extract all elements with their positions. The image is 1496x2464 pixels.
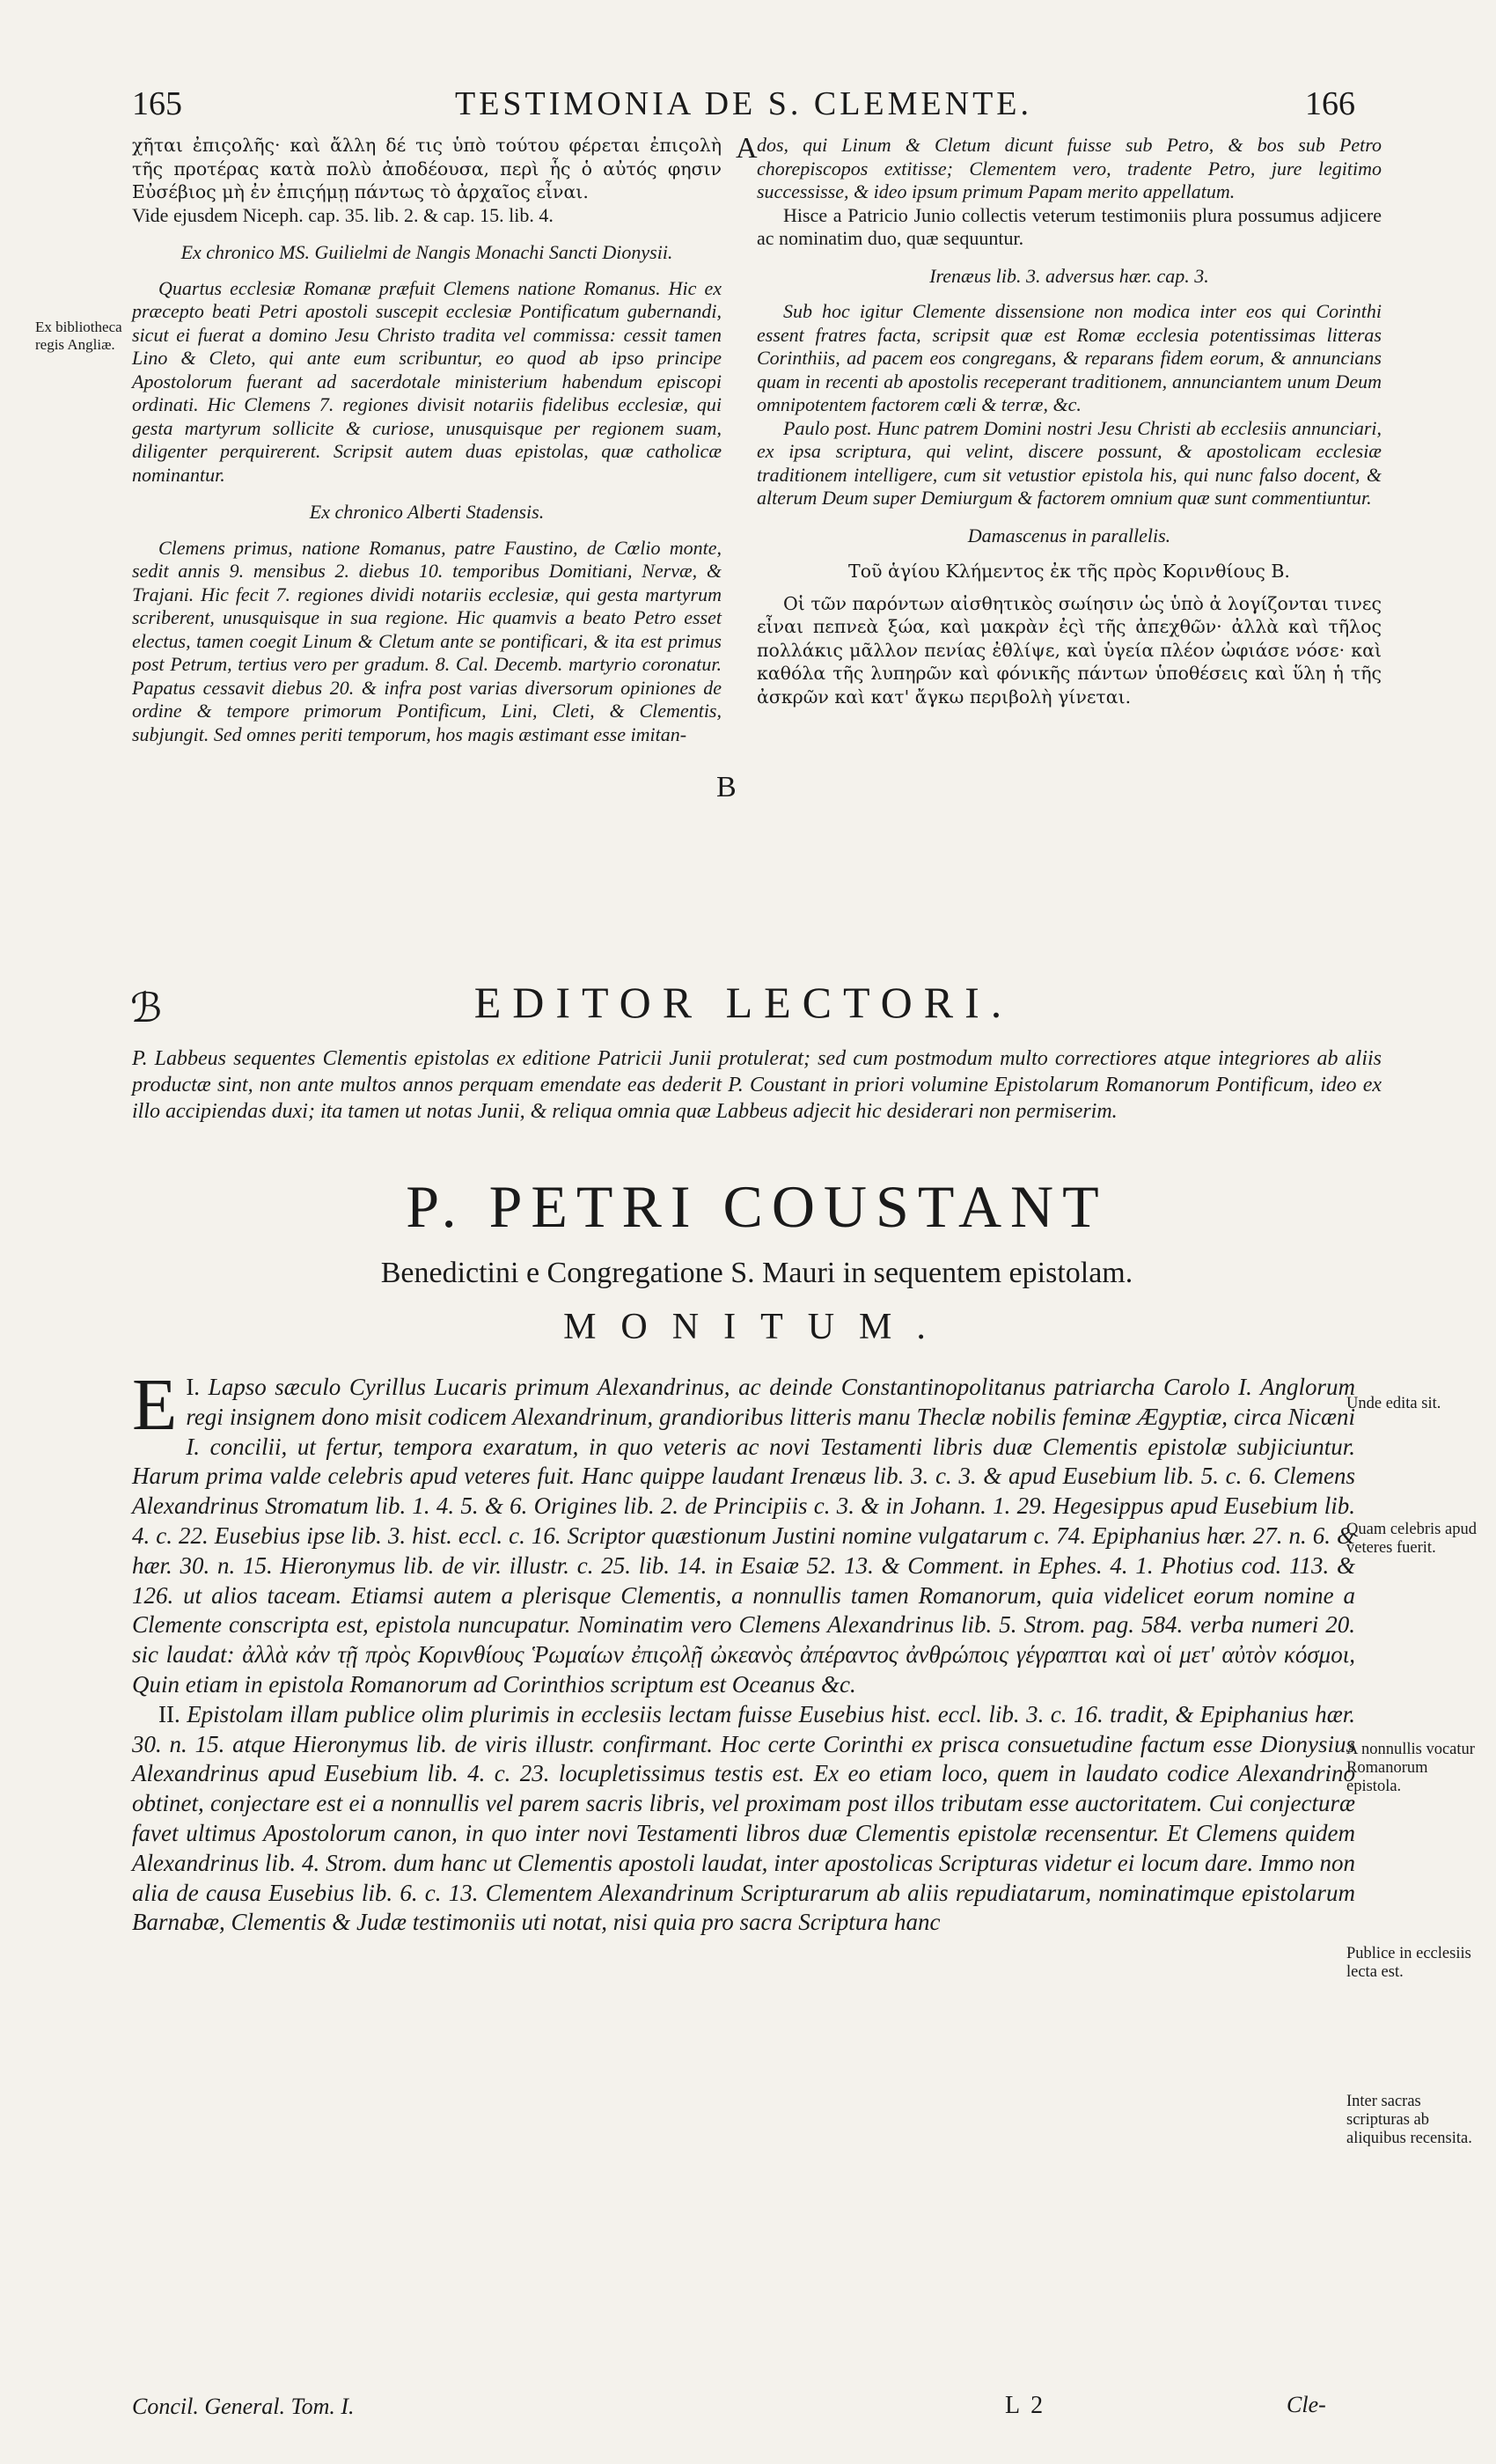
body-paragraph: Hisce a Patricio Junio collectis veterum testimoniis plura possumus adjicere ac nominatim duo, quæ sequuntur. bbox=[757, 203, 1382, 249]
greek-quote: Οἱ τῶν παρόντων αἰσθητικὸς σωίησιν ὡς ὑπὸ ἀ λογίζονται τινες εἶναι πεπνεὰ ξώα, καὶ μακρὰν ἐςὶ τῆς ἀπεχθῶν· ἀλλὰ καὶ τῆλος πολλάκις μᾶλλον πενίας ἐθλίψε, καὶ ὑγεία πλέον ὠφιάσε νόσε· καὶ καθόλα τῆς λυπηρῶν καὶ φόνικῆς πάντων ὑποθέσεις καὶ ὕλη ἡ τῆς ἀσκρῶν καὶ κατ' ἄγκω περιβολὴ γίνεται. bbox=[757, 592, 1382, 708]
page-number-right: 166 bbox=[1305, 85, 1355, 122]
paragraph-text: Epistolam illam publice olim plurimis in ecclesiis lectam fuisse Eusebius hist. eccl. lib. 3. c. 16. tradit, & Epiphanius hær. 30. n. 15. atque Hieronymus lib. de viris illustr. confirmant. Hoc certe Corinthi ex prisca consuetudine factum esse Dionysius Alexandrinus apud Eusebium lib. 4. c. 23. locupletissimus testis est. Ex eo etiam loco, quem in laudato codice Alexandrino obtinet, conjectare est ei a nonnullis vel parem sacris libris, vel proximam post illos tributam esse auctoritatem. Cui conjecturæ favet ultimus Apostolorum canon, in quo inter novi Testamenti libros duæ Clementis epistolæ recensentur. Et Clemens quidem Alexandrinus lib. 4. Strom. dum hanc ut Clementis apostoli laudat, inter apostolicas Scripturas videtur ei locum dare. Immo non alia de causa Eusebius lib. 6. c. 13. Clementem Alexandrinum Scripturarum ab aliis repudiatarum, nominatimque epistolarum Barnabæ, Clementis & Judæ testimoniis uti notat, nisi quia pro sacra Scriptura hanc bbox=[132, 1700, 1356, 1936]
catchword: Cle- bbox=[1287, 2392, 1326, 2417]
margin-note: Unde edita sit. bbox=[1346, 1395, 1441, 1412]
left-margin-note: Ex bibliotheca regis Angliæ. bbox=[35, 319, 122, 353]
source-heading: Irenæus lib. 3. adversus hær. cap. 3. bbox=[929, 264, 1209, 287]
margin-note: Inter sacras scripturas ab aliquibus recensita. bbox=[1346, 2093, 1472, 2147]
quote-paragraph: Paulo post. Hunc patrem Domini nostri Jesu Christi ab ecclesiis annunciari, ex ipsa scriptura, qui velint, discere possunt, & apostolicam ecclesiæ traditionem intelligere, cum sit vetustior epistola his, qui nunc falso docent, & alterum Deum super Demiurgum & factorem omnium quæ sunt commentiuntur. bbox=[757, 416, 1382, 509]
paragraph-one bbox=[132, 1364, 1355, 1700]
greek-heading: Τοῦ ἁγίου Κλήμεντος ἐκ τῆς πρὸς Κορινθίους Β. bbox=[848, 561, 1290, 582]
chronicle-paragraph: Quartus ecclesiæ Romanæ præfuit Clemens natione Romanus. Hic ex præcepto beati Petri apostoli suscepit ecclesiæ Pontificatum gubernandi, sicut ei fuerat a domino Jesu Christo tradita vel commissa: cessit tamen Lino & Cleto, qui ante eum scribuntur, eo quod ab ipso principe Apostolorum fuerant ad sacerdotale ministerium habendum episcopi ordinati. Hic Clemens 7. regiones divisit notariis fidelibus ecclesiæ, qui gesta martyrum sollicite & curiose, unusquisque per regionem suam, diligenter perquirerent. Scripsit autem duas epistolas, quæ catholicæ nominantur. bbox=[132, 276, 722, 486]
running-header bbox=[132, 84, 1355, 128]
greek-quote-top: χῆται ἐπιςολῆς· καὶ ἄλλη δέ τις ὑπὸ τούτου φέρεται ἐπιςολὴ τῆς προτέρας κατὰ πολὺ ἀποδέουσα, περὶ ἧς ὁ αὐτός φησιν Εὐσέβιος μὴ ἐν ἐπιςήμῃ πάντως τὸ ἀρχαῖος εἶναι. bbox=[132, 135, 722, 202]
source-heading: Ex chronico MS. Guilielmi de Nangis Monachi Sancti Dionysii. bbox=[180, 241, 673, 263]
paragraph-number: I. bbox=[186, 1374, 201, 1400]
paragraph-number: II. bbox=[158, 1700, 180, 1727]
cross-reference: Vide ejusdem Niceph. cap. 35. lib. 2. & cap. 15. lib. 4. bbox=[132, 203, 554, 226]
right-column bbox=[757, 134, 1382, 708]
author-title: P. PETRI COUSTANT bbox=[406, 1173, 1108, 1240]
margin-note: Publice in ecclesiis lecta est. bbox=[1346, 1945, 1471, 1981]
page-number-left: 165 bbox=[132, 85, 182, 122]
paragraph-text: Lapso sæculo Cyrillus Lucaris primum Alexandrinus, ac deinde Constantinopolitanus patriarcha Carolo I. Anglorum regi insignem dono misit codicem Alexandrinum, grandioribus litteris manu Theclæ nobilis feminæ Ægyptiæ, circa Nicæni I. concilii, ut fertur, tempora exaratum, in quo veteris ac novi Testamenti libris duæ Clementis epistolæ subjiciuntur. Harum prima valde celebris apud veteres fuit. Hanc quippe laudant Irenæus lib. 3. c. 3. & apud Eusebium lib. 5. c. 6. Clemens Alexandrinus Stromatum lib. 1. 4. 5. & 6. Origines lib. 2. de Principiis c. 3. & in Johann. 1. 29. Hegesippus apud Eusebium lib. 4. c. 22. Eusebius ipse lib. 3. hist. eccl. c. 16. Scriptor quæstionum Justini nomine vulgatarum c. 74. Epiphanius hær. 27. n. 6. & hær. 30. n. 15. Hieronymus lib. de vir. illustr. c. 25. lib. 14. in Esaiæ 52. 13. & Comment. in Ephes. 4. 1. Photius cod. 113. & 126. ut alios taceam. Etiamsi autem a plerisque Clementis, a nonnullis tamen Romanorum, quia videlicet eorum nomine a Clemente conscripta est, epistola nuncupatur. Nominatim vero Clemens Alexandrinus lib. 5. Strom. pag. 584. verba numeri 20. sic laudat: ἀλλὰ κἀν τῇ πρὸς Κορινθίους Ῥωμαίων ἐπιςολῇ ὠκεανὸς ἀπέραντος ἀνθρώποις γέγραπται καὶ οἱ μετ' αὐτὸν κόσμοι, Quin etiam in epistola Romanorum ad Corinthios scriptum est Oceanus &c. bbox=[132, 1374, 1355, 1698]
editor-note: P. Labbeus sequentes Clementis epistolas ex editione Patricii Junii protulerat; sed cum postmodum multo correctiores atque integriores ab aliis productæ sint, non ante multos annos perquam emendate eas dederit P. Coustant in priori volumine Epistolarum Romanorum Pontificum, ideo ex illo accipiendas duxi; ita tamen ut notas Junii, & reliqua omnia quæ Labbeus adjecit hic desiderari non permiserim. bbox=[132, 1047, 1382, 1123]
column-marker-a: A bbox=[736, 132, 758, 165]
column-marker-b: B bbox=[716, 771, 737, 803]
paragraph-two bbox=[132, 1700, 1355, 1938]
page-title: TESTIMONIA DE S. CLEMENTE. bbox=[454, 85, 1033, 122]
monitum-heading: MONITUM. bbox=[563, 1307, 950, 1347]
left-column bbox=[132, 134, 722, 746]
signature-mark: L 2 bbox=[1005, 2392, 1046, 2419]
footer-volume: Concil. General. Tom. I. bbox=[132, 2394, 355, 2419]
continued-paragraph: dos, qui Linum & Cletum dicunt fuisse sub Petro, & bos sub Petro chorepiscopos extitisse; Clementem vero, tradente Petro, jure legitimo successisse, & ideo ipsum primum Papam merito appellatum. bbox=[757, 134, 1382, 202]
ornament-initial: ℬ bbox=[130, 986, 163, 1030]
section-title: EDITOR LECTORI. bbox=[473, 978, 1014, 1027]
margin-note: A nonnullis vocatur Romanorum epistola. bbox=[1346, 1741, 1475, 1795]
author-subtitle: Benedictini e Congregatione S. Mauri in sequentem epistolam. bbox=[380, 1257, 1133, 1289]
source-heading: Ex chronico Alberti Stadensis. bbox=[309, 501, 545, 523]
monitum-body bbox=[132, 1364, 1356, 1938]
margin-note: Quam celebris apud veteres fuerit. bbox=[1346, 1521, 1477, 1557]
quote-paragraph: Sub hoc igitur Clemente dissensione non modica inter eos qui Corinthi essent fratres facta, scripsit quæ est Romæ ecclesia potentissimas litteras Corinthiis, ad pacem eos congregans, & reparans fidem eorum, & annuncians quam in recenti ab apostolis receperant traditionem, annunciantem unum Deum omnipotentem factorem cœli & terræ, &c. bbox=[757, 300, 1382, 415]
chronicle-paragraph: Clemens primus, natione Romanus, patre Faustino, de Cœlio monte, sedit annis 9. mensibus 2. diebus 10. temporibus Domitiani, Nervæ, & Trajani. Hic fecit 7. regiones dividi notariis ecclesiæ, qui gesta martyrum scriberent, unusquisque in sua regione. Hic quamvis a beato Petro esset electus, tamen coegit Linum & Cletum ante se pontificari, & ita est primus post Petrum, tertius vero per gradum. 8. Cal. Decemb. martyrio coronatur. Papatus cessavit diebus 20. & infra post varias diversorum opiniones de ordine & tempore primorum Pontificum, Lini, Cleti, & Clementis, subjungit. Sed omnes periti temporum, hos magis æstimant esse imitan- bbox=[132, 536, 722, 745]
source-heading: Damascenus in parallelis. bbox=[967, 524, 1171, 546]
drop-cap: E bbox=[132, 1364, 178, 1446]
